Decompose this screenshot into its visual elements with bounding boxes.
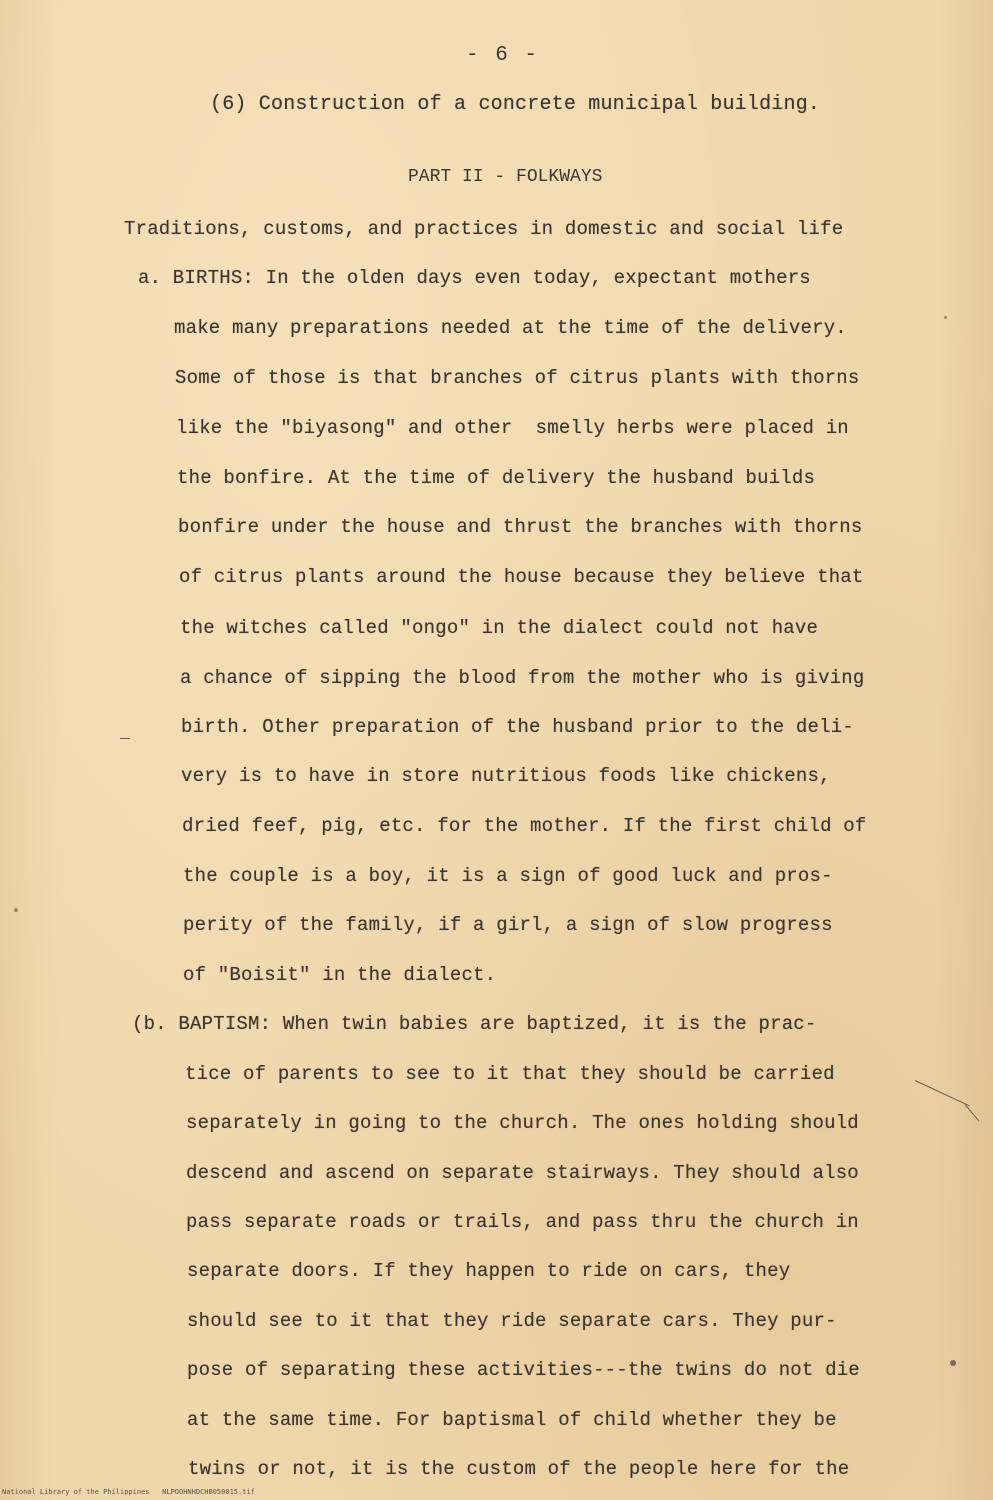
births-line: like the "biyasong" and other smelly herbs were placed in: [176, 417, 849, 439]
births-line: Some of those is that branches of citrus plants with thorns: [175, 367, 860, 389]
baptism-line: pass separate roads or trails, and pass thru the church in: [186, 1211, 859, 1233]
part-heading: PART II - FOLKWAYS: [408, 167, 603, 187]
baptism-line: twins or not, it is the custom of the people here for the: [188, 1458, 850, 1480]
births-line: perity of the family, if a girl, a sign of slow progress: [183, 914, 833, 936]
archive-footer: National Library of the Philippines NLPOOHNHDCHB050015.tif: [2, 1488, 255, 1496]
baptism-line: should see to it that they ride separate cars. They pur-: [187, 1310, 837, 1332]
baptism-line: tice of parents to see to it that they should be carried: [185, 1063, 835, 1085]
baptism-line: descend and ascend on separate stairways. They should also: [186, 1162, 859, 1184]
baptism-line: (b. BAPTISM: When twin babies are baptized, it is the prac-: [132, 1013, 817, 1035]
births-line: dried feef, pig, etc. for the mother. If the first child of: [182, 815, 867, 837]
births-line: of citrus plants around the house because they believe that: [179, 566, 864, 588]
births-line: birth. Other preparation of the husband prior to the deli-: [181, 716, 854, 738]
section-title: Traditions, customs, and practices in domestic and social life: [124, 218, 844, 240]
ink-spot: [14, 908, 18, 912]
baptism-line: separately in going to the church. The ones holding should: [186, 1112, 859, 1134]
stray-pencil-line: [965, 1104, 980, 1121]
ink-spot: [950, 1360, 956, 1366]
births-line: a chance of sipping the blood from the mother who is giving: [180, 667, 865, 689]
births-line: the couple is a boy, it is a sign of good luck and pros-: [183, 865, 833, 887]
baptism-line: at the same time. For baptismal of child whether they be: [187, 1409, 837, 1431]
births-line: a. BIRTHS: In the olden days even today, expectant mothers: [138, 267, 811, 289]
births-line: the witches called "ongo" in the dialect could not have: [180, 617, 819, 639]
births-line: bonfire under the house and thrust the branches with thorns: [178, 516, 863, 538]
baptism-line: pose of separating these activities---the twins do not die: [187, 1359, 860, 1381]
baptism-line: separate doors. If they happen to ride on cars, they: [187, 1260, 791, 1282]
births-line: the bonfire. At the time of delivery the husband builds: [177, 467, 816, 489]
births-line: of "Boisit" in the dialect.: [183, 964, 497, 986]
births-line: very is to have in store nutritious foods like chickens,: [181, 765, 831, 787]
births-line: make many preparations needed at the time of the delivery.: [174, 317, 847, 339]
page-number: - 6 -: [466, 44, 540, 67]
ink-spot: [944, 316, 947, 319]
intro-item: (6) Construction of a concrete municipal building.: [210, 93, 821, 116]
stray-pencil-line: [915, 1080, 970, 1106]
stray-dash-mark: [120, 738, 130, 739]
